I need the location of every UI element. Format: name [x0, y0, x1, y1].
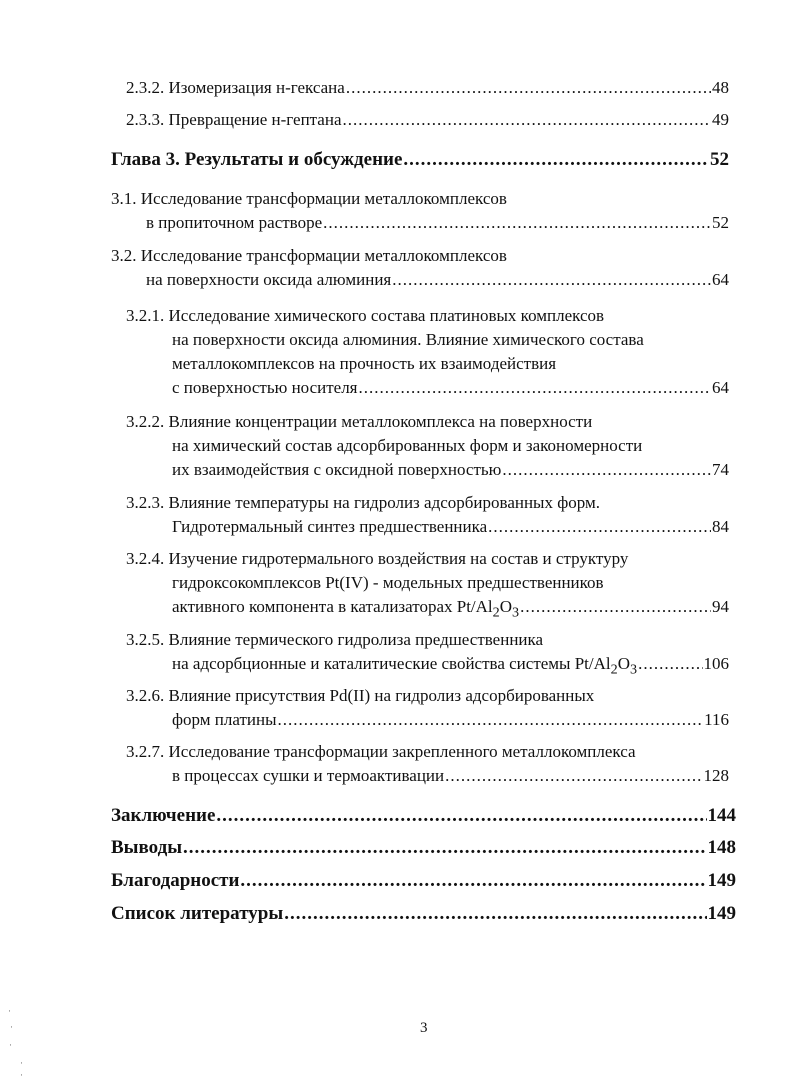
- toc-entry-title: на адсорбционные и каталитические свойства системы $Pt/Al_2O_3$: [172, 654, 638, 678]
- toc-entry-title: Список литературы: [111, 903, 284, 924]
- toc-entry-2-3-2: [126, 76, 729, 99]
- toc-entry-page: 148: [707, 837, 736, 858]
- toc-entry-3-2-6: [172, 708, 729, 731]
- toc-entry-page: 149: [707, 903, 736, 924]
- toc-entry-3-2-5-line1: 3.2.5. Влияние термического гидролиза предшественника: [126, 630, 544, 649]
- toc-entry-title: на поверхности оксида алюминия: [146, 270, 392, 289]
- toc-entry-3-2-5: [172, 652, 729, 681]
- toc-entry-page: 106: [703, 654, 729, 673]
- toc-entry-3-2-7: [172, 764, 729, 787]
- toc-entry-3-2-1-line1: 3.2.1. Исследование химического состава платиновых комплексов: [126, 306, 605, 325]
- toc-entry-page: 74: [712, 460, 729, 479]
- toc-entry-title: Выводы: [111, 837, 183, 858]
- toc-entry-title: в процессах сушки и термоактивации: [172, 766, 445, 785]
- toc-entry-page: 48: [712, 78, 729, 97]
- toc-entry-3-2-2: [172, 458, 729, 481]
- toc-entry-page: 84: [712, 517, 729, 536]
- toc-entry-2-3-3: [126, 108, 729, 131]
- toc-entry-page: 64: [712, 378, 729, 397]
- page-number: 3: [420, 1020, 428, 1036]
- toc-entry-page: 149: [707, 870, 736, 891]
- toc-entry-3-2-line1: 3.2. Исследование трансформации металлокомплексов: [111, 246, 507, 265]
- toc-entry-title: активного компонента в катализаторах $Pt/Al_2O_3$: [172, 597, 520, 621]
- toc-conclusion: [111, 804, 736, 827]
- toc-entry-title: с поверхностью носителя: [172, 378, 358, 397]
- toc-chapter-3: [111, 148, 729, 171]
- toc-entry-page: 128: [703, 766, 729, 785]
- toc-entry-3-2-4-line2: гидроксокомплексов Pt(IV) - модельных предшественников: [172, 573, 604, 592]
- toc-entry-3-2: [146, 268, 729, 291]
- toc-entry-3-1: [146, 211, 729, 234]
- toc-entry-3-2-1: [172, 376, 729, 399]
- toc-findings: [111, 836, 736, 859]
- toc-entry-3-2-2-line1: 3.2.2. Влияние концентрации металлокомплекса на поверхности: [126, 412, 593, 431]
- toc-entry-page: 94: [712, 597, 729, 616]
- toc-references: [111, 902, 736, 925]
- toc-entry-title: Заключение: [111, 805, 216, 826]
- toc-entry-page: 144: [707, 805, 736, 826]
- toc-entry-3-2-4: [172, 595, 729, 624]
- toc-entry-3-2-1-line2: на поверхности оксида алюминия. Влияние химического состава: [172, 330, 644, 349]
- toc-entry-page: 52: [712, 213, 729, 232]
- toc-entry-title: 2.3.2. Изомеризация н-гексана: [126, 78, 345, 97]
- toc-entry-title: их взаимодействия с оксидной поверхностью: [172, 460, 502, 479]
- toc-entry-title: Глава 3. Результаты и обсуждение: [111, 149, 403, 170]
- toc-entry-3-2-7-line1: 3.2.7. Исследование трансформации закрепленного металлокомплекса: [126, 742, 636, 761]
- toc-acknowledgements: [111, 869, 736, 892]
- toc-entry-title: Гидротермальный синтез предшественника: [172, 517, 488, 536]
- toc-entry-title: в пропиточном растворе: [146, 213, 323, 232]
- toc-entry-page: 49: [712, 110, 729, 129]
- scan-margin-marks: · · · · ·: [8, 1006, 23, 1080]
- toc-entry-3-2-2-line2: на химический состав адсорбированных форм и закономерности: [172, 436, 643, 455]
- toc-entry-title: Благодарности: [111, 870, 240, 891]
- toc-entry-page: 64: [712, 270, 729, 289]
- toc-entry-3-1-line1: 3.1. Исследование трансформации металлокомплексов: [111, 189, 507, 208]
- toc-entry-3-2-6-line1: 3.2.6. Влияние присутствия Pd(II) на гидролиз адсорбированных: [126, 686, 595, 705]
- toc-entry-3-2-3-line1: 3.2.3. Влияние температуры на гидролиз адсорбированных форм.: [126, 493, 600, 512]
- toc-entry-title: 2.3.3. Превращение н-гептана: [126, 110, 342, 129]
- toc-entry-3-2-3: [172, 515, 729, 538]
- toc-entry-page: 116: [704, 710, 729, 729]
- toc-entry-page: 52: [710, 149, 729, 170]
- toc-entry-title: форм платины: [172, 710, 277, 729]
- toc-entry-3-2-4-line1: 3.2.4. Изучение гидротермального воздействия на состав и структуру: [126, 549, 629, 568]
- toc-entry-3-2-1-line3: металлокомплексов на прочность их взаимодействия: [172, 354, 557, 373]
